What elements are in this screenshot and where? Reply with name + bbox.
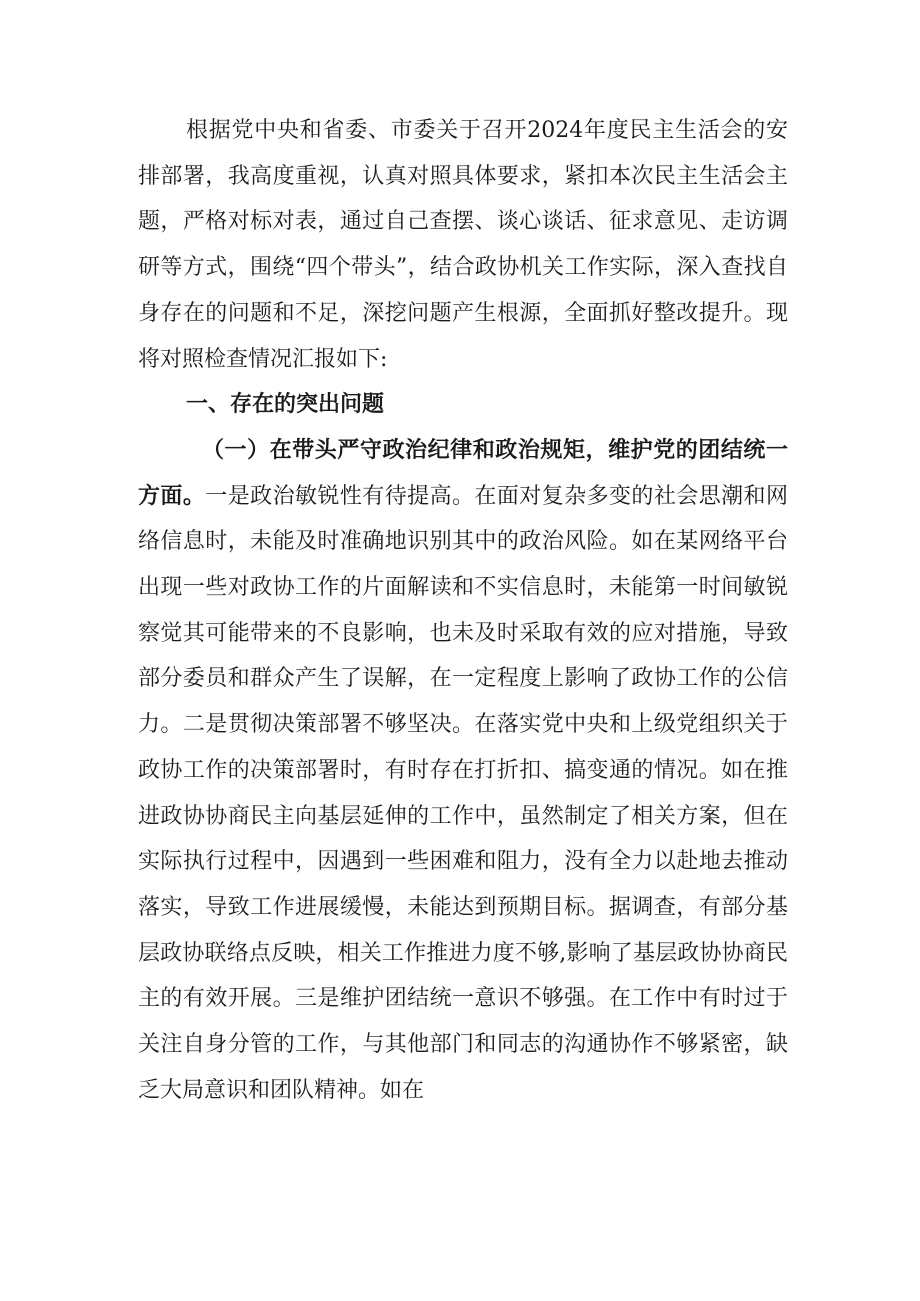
subsection-body: 一是政治敏锐性有待提高。在面对复杂多变的社会思潮和网络信息时，未能及时准确地识别其中的政治风险。如在某网络平台出现一些对政协工作的片面解读和不实信息时，未能第一时间敏锐察觉其可能带来的不良影响，也未及时采取有效的应对措施，导致部分委员和群众产生了误解，在一定程度上影响了政协工作的公信力。二是贯彻决策部署不够坚决。在落实党中央和上级党组织关于政协工作的决策部署时，有时存在打折扣、搞变通的情况。如在推进政协协商民主向基层延伸的工作中，虽然制定了相关方案，但在实际执行过程中，因遇到一些困难和阻力，没有全力以赴地去推动落实，导致工作进展缓慢，未能达到预期目标。据调查，有部分基层政协联络点反映，相关工作推进力度不够,影响了基层政协协商民主的有效开展。三是维护团结统一意识不够强。在工作中有时过于关注自身分管的工作，与其他部门和同志的沟通协作不够紧密，缺乏大局意识和团队精神。如在 [138,483,788,1103]
subsection-paragraph [138,428,788,1114]
section-heading: 一、存在的突出问题 [186,391,385,418]
subsection-heading: （一）在带头严守政治纪律和政治规矩，维护党的团结统一方面。 [138,436,788,509]
document-body [138,108,788,1113]
intro-paragraph: 根据党中央和省委、市委关于召开2024年度民主生活会的安排部署，我高度重视，认真对照具体要求，紧扣本次民主生活会主题，严格对标对表，通过自己查摆、谈心谈话、征求意见、走访调研等方式，围绕“四个带头”，结合政协机关工作实际，深入查找自身存在的问题和不足，深挖问题产生根源，全面抓好整改提升。现将对照检查情况汇报如下: [138,118,788,372]
